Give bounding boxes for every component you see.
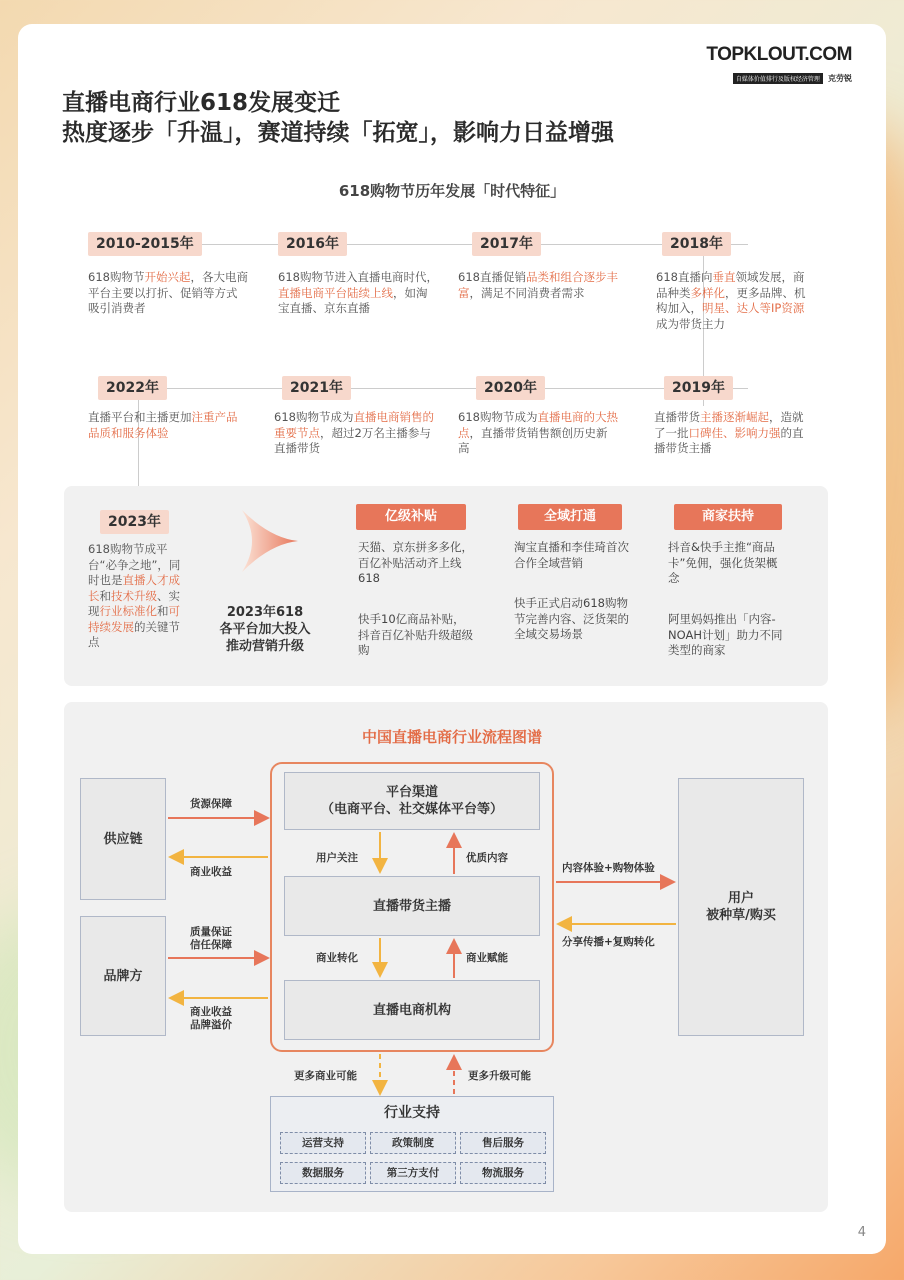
label-share: 分享传播+复购转化 [562, 936, 655, 948]
year-2019: 2019年 [664, 376, 733, 400]
label-more-upgrade: 更多升级可能 [468, 1070, 531, 1082]
label-convert: 商业转化 [316, 952, 358, 964]
year-2017: 2017年 [472, 232, 541, 256]
tag-merchant-support: 商家扶持 [674, 504, 782, 530]
brand-box: 品牌方 [80, 916, 166, 1036]
year-2021: 2021年 [282, 376, 351, 400]
subsidy-text-2: 快手10亿商品补贴，抖音百亿补贴升级超级购 [358, 612, 473, 657]
agency-box: 直播电商机构 [284, 980, 540, 1040]
title-line-2: 热度逐步「升温」，赛道持续「拓宽」，影响力日益增强 [62, 120, 614, 146]
merchant-text-2: 阿里妈妈推出「内容-NOAH计划」助力不同类型的商家 [668, 612, 783, 657]
year-2010-2015: 2010-2015年 [88, 232, 202, 256]
label-more-biz: 更多商业可能 [294, 1070, 357, 1082]
logo-cn: 克劳锐 [828, 74, 852, 83]
flow-arrows [18, 24, 886, 1254]
year-2020: 2020年 [476, 376, 545, 400]
tag-subsidy: 亿级补贴 [356, 504, 466, 530]
platform-box: 平台渠道 （电商平台、社交媒体平台等） [284, 772, 540, 830]
desc-2020: 618购物节成为直播电商的大热点，直播带货销售额创历史新高 [458, 410, 618, 455]
label-follow: 用户关注 [316, 852, 358, 864]
label-empower: 商业赋能 [466, 952, 508, 964]
page-number: 4 [857, 1225, 866, 1240]
support-operations: 运营支持 [280, 1132, 366, 1154]
panel-center-text: 2023年618 各平台加大投入 推动营销升级 [219, 605, 311, 654]
desc-2010-2015: 618购物节开始兴起，各大电商平台主要以打折、促销等方式吸引消费者 [88, 270, 248, 315]
support-logistics: 物流服务 [460, 1162, 546, 1184]
subsidy-text-1: 天猫、京东拼多多化，百亿补贴活动齐上线618 [358, 540, 473, 585]
page-card [18, 24, 886, 1254]
anchor-box: 直播带货主播 [284, 876, 540, 936]
support-data: 数据服务 [280, 1162, 366, 1184]
label-quality: 质量保证 信任保障 [190, 926, 232, 951]
year-2023: 2023年 [100, 510, 169, 534]
desc-2018: 618直播向垂直领域发展，商品种类多样化，更多品牌、机构加入，明星、达人等IP资源成为带货主力 [656, 270, 806, 331]
desc-2023: 618购物节成平台“必争之地”，同时也是直播人才成长和技术升级、实现行业标准化和可持续发展的关键节点 [88, 542, 181, 649]
label-revenue-1: 商业收益 [190, 866, 232, 878]
supply-chain-box: 供应链 [80, 778, 166, 900]
year-2022: 2022年 [98, 376, 167, 400]
desc-2021: 618购物节成为直播电商销售的重要节点，超过2万名主播参与直播带货 [274, 410, 434, 455]
title-line-1: 直播电商行业618发展变迁 [62, 90, 341, 116]
label-experience: 内容体验+购物体验 [562, 862, 655, 874]
flow-title: 中国直播电商行业流程图谱 [361, 728, 542, 746]
merchant-text-1: 抖音&快手主推“商品卡”免佣，强化货架概念 [668, 540, 778, 585]
timeline-subtitle: 618购物节历年发展「时代特征」 [338, 182, 566, 200]
user-box: 用户 被种草/购买 [678, 778, 804, 1036]
omnichannel-text-1: 淘宝直播和李佳琦首次合作全域营销 [514, 540, 629, 570]
label-content: 优质内容 [466, 852, 508, 864]
desc-2022: 直播平台和主播更加注重产品品质和服务体验 [88, 410, 238, 440]
support-policy: 政策制度 [370, 1132, 456, 1154]
desc-2016: 618购物节进入直播电商时代，直播电商平台陆续上线，如淘宝直播、京东直播 [278, 270, 438, 315]
support-after-sales: 售后服务 [460, 1132, 546, 1154]
support-payment: 第三方支付 [370, 1162, 456, 1184]
label-revenue-2: 商业收益 品牌溢价 [190, 1006, 232, 1031]
desc-2017: 618直播促销品类和组合逐步丰富，满足不同消费者需求 [458, 270, 618, 300]
year-2016: 2016年 [278, 232, 347, 256]
year-2018: 2018年 [662, 232, 731, 256]
logo-tagline: 自媒体价值排行及版权经济管理 [733, 73, 823, 84]
desc-2019: 直播带货主播逐渐崛起，造就了一批口碑佳、影响力强的直播带货主播 [654, 410, 804, 455]
logo-text: TOPKLOUT.COM [706, 44, 852, 65]
tag-omnichannel: 全域打通 [518, 504, 622, 530]
label-goods: 货源保障 [190, 798, 232, 810]
support-title: 行业支持 [384, 1105, 440, 1121]
omnichannel-text-2: 快手正式启动618购物节完善内容、泛货架的全域交易场景 [514, 596, 629, 641]
